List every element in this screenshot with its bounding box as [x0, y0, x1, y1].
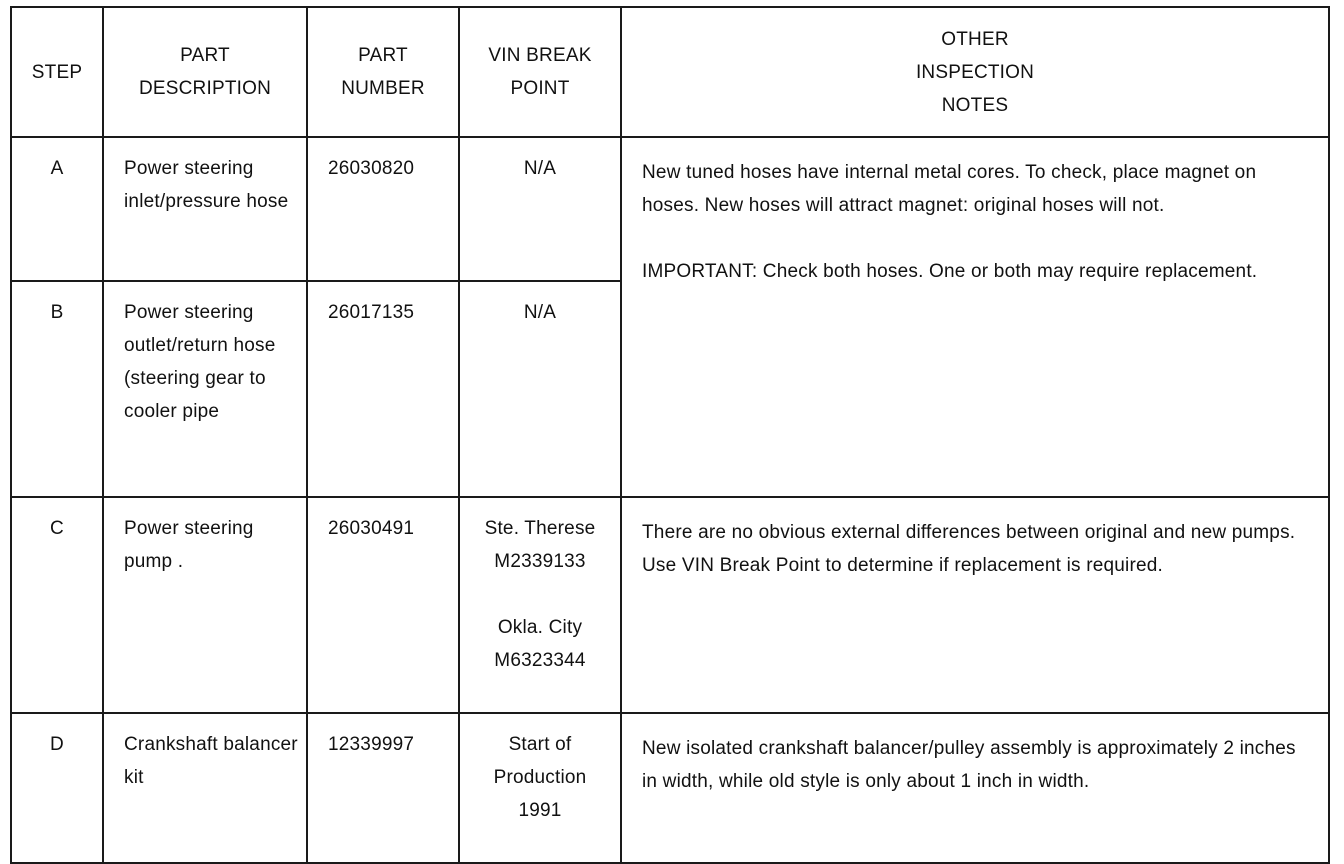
parts-inspection-table — [10, 6, 1330, 864]
header-step-label: STEP — [31, 61, 83, 83]
notes-hoses-paragraph-1: New tuned hoses have internal metal cores. To check, place magnet on hoses. New hoses will attract magnet: original hoses will not. — [642, 162, 1257, 216]
vin-break-point-cell — [459, 281, 621, 497]
header-row — [11, 7, 1329, 137]
header-part-number-line-1: PART — [358, 45, 408, 66]
part-description-cell: Power steering inlet/pressure hose — [103, 137, 307, 281]
part-description-cell: Crankshaft balancer kit — [103, 713, 307, 863]
step-cell: D — [11, 713, 103, 863]
header-part-description — [103, 7, 307, 137]
notes-cell-balancer: New isolated crankshaft balancer/pulley assembly is approximately 2 inches in width, while old style is only about 1 inch in width. — [621, 713, 1329, 863]
vin-line: 1991 — [518, 800, 562, 821]
notes-hoses-paragraph-2: IMPORTANT: Check both hoses. One or both may require replacement. — [642, 261, 1258, 282]
header-notes-line-1: OTHER — [941, 28, 1009, 50]
header-vin-line-1: VIN BREAK — [488, 45, 592, 66]
notes-cell-pump: There are no obvious external differences between original and new pumps. Use VIN Break Point to determine if replacement is required. — [621, 497, 1329, 713]
header-vin-line-2: POINT — [510, 78, 570, 99]
part-description-cell: Power steering pump . — [103, 497, 307, 713]
part-description-cell: Power steering outlet/return hose (steering gear to cooler pipe — [103, 281, 307, 497]
step-cell: A — [11, 137, 103, 281]
part-number-cell: 26030491 — [307, 497, 459, 713]
vin-line: N/A — [523, 302, 557, 323]
step-cell: B — [11, 281, 103, 497]
step-cell: C — [11, 497, 103, 713]
table-row — [11, 497, 1329, 713]
header-other-inspection-notes — [621, 7, 1329, 137]
part-number-cell: 12339997 — [307, 713, 459, 863]
vin-line: Start of — [508, 734, 572, 755]
vin-line: M6323344 — [494, 650, 586, 671]
header-part-description-line-2: DESCRIPTION — [138, 78, 272, 99]
part-number-cell: 26017135 — [307, 281, 459, 497]
table-row — [11, 137, 1329, 281]
table-row — [11, 713, 1329, 863]
vin-spacer — [460, 578, 620, 611]
vin-line: Production — [493, 767, 587, 788]
vin-line: Ste. Therese — [484, 518, 596, 539]
header-notes-line-2: INSPECTION — [915, 61, 1035, 83]
vin-line: N/A — [523, 158, 557, 179]
notes-cell-hoses — [621, 137, 1329, 497]
vin-break-point-cell — [459, 497, 621, 713]
vin-line: M2339133 — [494, 551, 586, 572]
part-number-cell: 26030820 — [307, 137, 459, 281]
header-vin-break-point — [459, 7, 621, 137]
vin-line: Okla. City — [497, 617, 583, 638]
header-part-number — [307, 7, 459, 137]
header-part-description-line-1: PART — [180, 45, 230, 66]
vin-break-point-cell — [459, 713, 621, 863]
header-notes-line-3: NOTES — [941, 94, 1009, 116]
vin-break-point-cell — [459, 137, 621, 281]
header-part-number-line-2: NUMBER — [341, 78, 425, 99]
header-step — [11, 7, 103, 137]
